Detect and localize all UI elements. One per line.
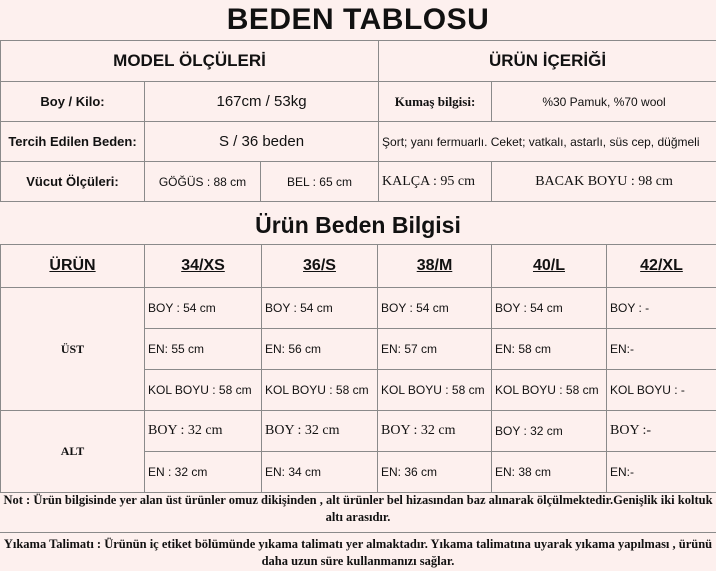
table-cell: EN: 38 cm bbox=[492, 452, 607, 493]
size-header-row bbox=[1, 245, 716, 288]
table-cell: EN: 58 cm bbox=[492, 329, 607, 370]
table-cell: BOY :- bbox=[607, 411, 716, 452]
hip-value: KALÇA : 95 cm bbox=[379, 162, 492, 202]
waist-value: BEL : 65 cm bbox=[261, 162, 379, 202]
table-cell: BOY : 54 cm bbox=[145, 288, 262, 329]
table-cell: BOY : - bbox=[607, 288, 716, 329]
table-row bbox=[1, 288, 716, 329]
table-cell: KOL BOYU : 58 cm bbox=[145, 370, 262, 411]
table-cell: BOY : 32 cm bbox=[262, 411, 378, 452]
model-header: MODEL ÖLÇÜLERİ bbox=[1, 41, 379, 82]
washing-instructions: Yıkama Talimatı : Ürünün iç etiket bölümünde yıkama talimatı yer almaktadır. Yıkama talimatına uyarak yıkama yapılması , ürünü daha uzun süre kullanmanızı sağlar. bbox=[3, 537, 713, 568]
top-garment-label: ÜST bbox=[1, 288, 145, 411]
table-cell: KOL BOYU : 58 cm bbox=[378, 370, 492, 411]
table-cell: EN: 57 cm bbox=[378, 329, 492, 370]
height-weight-value: 167cm / 53kg bbox=[145, 82, 379, 122]
height-weight-label: Boy / Kilo: bbox=[1, 82, 145, 122]
table-row bbox=[1, 411, 716, 452]
fabric-label: Kumaş bilgisi: bbox=[379, 82, 492, 122]
preferred-size-value: S / 36 beden bbox=[145, 122, 379, 162]
table-cell: EN:- bbox=[607, 329, 716, 370]
chest-value: GÖĞÜS : 88 cm bbox=[145, 162, 261, 202]
column-header-38-m: 38/M bbox=[378, 245, 492, 288]
size-info-table bbox=[0, 244, 716, 493]
column-header-42-xl: 42/XL bbox=[607, 245, 716, 288]
table-cell: BOY : 32 cm bbox=[145, 411, 262, 452]
bottom-garment-label: ALT bbox=[1, 411, 145, 493]
table-cell: BOY : 32 cm bbox=[492, 411, 607, 452]
column-header-40-l: 40/L bbox=[492, 245, 607, 288]
table-cell: EN: 36 cm bbox=[378, 452, 492, 493]
table-cell: BOY : 54 cm bbox=[262, 288, 378, 329]
table-cell: EN: 55 cm bbox=[145, 329, 262, 370]
model-product-table bbox=[0, 40, 716, 202]
product-description: Şort; yanı fermuarlı. Ceket; vatkalı, astarlı, süs cep, düğmeli bbox=[379, 122, 716, 162]
page-title: BEDEN TABLOSU bbox=[226, 3, 490, 36]
body-measurements-label: Vücut Ölçüleri: bbox=[1, 162, 145, 202]
table-cell: KOL BOYU : 58 cm bbox=[492, 370, 607, 411]
fabric-value: %30 Pamuk, %70 wool bbox=[492, 82, 716, 122]
size-info-title: Ürün Beden Bilgisi bbox=[255, 212, 461, 238]
table-cell: BOY : 54 cm bbox=[492, 288, 607, 329]
column-header-34-xs: 34/XS bbox=[145, 245, 262, 288]
table-cell: KOL BOYU : 58 cm bbox=[262, 370, 378, 411]
table-cell: EN: 56 cm bbox=[262, 329, 378, 370]
column-header-product: ÜRÜN bbox=[1, 245, 145, 288]
product-header: ÜRÜN İÇERİĞİ bbox=[379, 41, 716, 82]
table-cell: EN:- bbox=[607, 452, 716, 493]
table-cell: KOL BOYU : - bbox=[607, 370, 716, 411]
column-header-36-s: 36/S bbox=[262, 245, 378, 288]
preferred-size-label: Tercih Edilen Beden: bbox=[1, 122, 145, 162]
table-cell: EN: 34 cm bbox=[262, 452, 378, 493]
measurement-note: Not : Ürün bilgisinde yer alan üst ürünler omuz dikişinden , alt ürünler bel hizasından baz alınarak ölçülmektedir.Genişlik iki koltuk altı arasıdır. bbox=[0, 492, 716, 533]
leg-length-value: BACAK BOYU : 98 cm bbox=[492, 162, 716, 202]
table-cell: BOY : 54 cm bbox=[378, 288, 492, 329]
table-cell: EN : 32 cm bbox=[145, 452, 262, 493]
table-cell: BOY : 32 cm bbox=[378, 411, 492, 452]
